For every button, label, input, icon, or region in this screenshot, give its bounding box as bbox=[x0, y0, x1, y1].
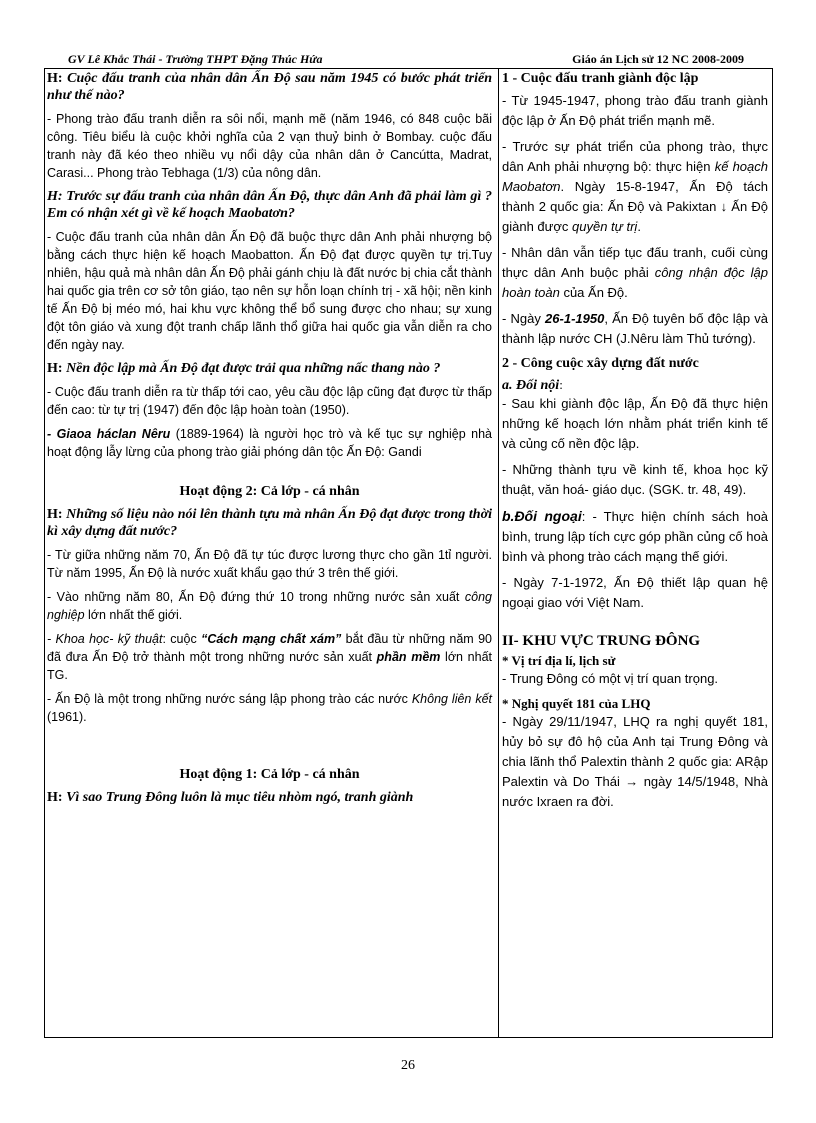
achievement-2: - Vào những năm 80, Ấn Độ đứng thứ 10 trong những nước sản xuất công nghiệp lớn nhất thế giới. bbox=[47, 590, 492, 622]
right-item-4: - Ngày 26-1-1950, Ấn Độ tuyên bố độc lập và thành lập nước CH (J.Nêru làm Thủ tướng). bbox=[502, 311, 769, 346]
right-item-1: - Từ 1945-1947, phong trào đấu tranh giành độc lập ở Ấn Độ phát triển mạnh mẽ. bbox=[502, 93, 768, 128]
right-item-2: - Trước sự phát triển của phong trào, thực dân Anh phải nhượng bộ: thực hiện kế hoạch Maobatơn. Ngày 15-8-1947, Ấn Độ tách thành 2 quốc gia: Ấn Độ và Pakixtan ↓ Ấn Độ giành được quyền tự trị. bbox=[502, 139, 769, 234]
section-II-heading: II- KHU VỰC TRUNG ĐÔNG bbox=[502, 633, 701, 649]
achievement-3: - Khoa học- kỹ thuật: cuộc “Cách mạng chất xám” bắt đầu từ những năm 90 đã đưa Ấn Độ trở thành một trong những nước sản xuất phần mềm lớn nhất TG. bbox=[47, 632, 492, 682]
section-2-heading: 2 - Công cuộc xây dựng đất nước bbox=[502, 356, 699, 371]
subsection-a-heading: a. Đối nội: bbox=[502, 377, 563, 393]
column-divider bbox=[498, 68, 499, 1038]
achievement-1: - Từ giữa những năm 70, Ấn Độ đã tự túc được lương thực cho gần 1tỉ người. Từ năm 1995, Ấn Độ là nước xuất khẩu gạo thứ 3 trên thế giới. bbox=[47, 548, 492, 580]
down-arrow-icon: ↓ bbox=[720, 199, 728, 214]
answer-1: - Phong trào đấu tranh diễn ra sôi nổi, mạnh mẽ (năm 1946, có 848 cuộc bãi công. Tiêu biểu là cuộc khởi nghĩa của 2 vạn thuỷ binh ở Bombay. cuộc đấu tranh này đã kéo theo nhiều vụ nổi dậy của nhân dân ở Cancútta, Madrat, Carasi... Phong trào Tebhaga (1/3) của nông dân. bbox=[47, 112, 492, 180]
header-course: Giáo án Lịch sử 12 NC 2008-2009 bbox=[572, 52, 744, 66]
resolution-heading: * Nghị quyết 181 của LHQ bbox=[502, 696, 651, 711]
right-item-7: b.Đối ngoại: - Thực hiện chính sách hoà bình, trung lập tích cực góp phần củng cố hoà bình và phong trào cách mạng thế giới. bbox=[502, 508, 768, 564]
section-1-heading: 1 - Cuộc đấu tranh giành độc lập bbox=[502, 71, 699, 86]
question-1: H: Cuộc đấu tranh của nhân dân Ấn Độ sau năm 1945 có bước phát triển như thế nào? bbox=[47, 71, 492, 103]
achievement-4: - Ấn Độ là một trong những nước sáng lập phong trào các nước Không liên kết (1961). bbox=[47, 692, 492, 724]
right-arrow-icon: → bbox=[625, 774, 639, 789]
right-item-5: - Sau khi giành độc lập, Ấn Độ đã thực hiện những kế hoạch lớn nhằm phát triển kinh tế và củng cố nền độc lập. bbox=[502, 396, 768, 451]
answer-3: - Cuộc đấu tranh diễn ra từ thấp tới cao, yêu cầu độc lập cũng đạt được từ thấp đến cao: từ tự trị (1947) đến độc lập hoàn toàn (1950). bbox=[47, 385, 492, 417]
page-header bbox=[68, 52, 744, 68]
location-heading: * Vị trí địa lí, lịch sử bbox=[502, 653, 616, 668]
question-3: H: Nền độc lập mà Ấn Độ đạt được trải qua những nấc thang nào ? bbox=[47, 361, 441, 376]
question-5: H: Vì sao Trung Đông luôn là mục tiêu nhòm ngó, tranh giành bbox=[47, 790, 414, 805]
right-item-10: - Ngày 29/11/1947, LHQ ra nghị quyết 181, hủy bỏ sự đô hộ của Anh tại Trung Đông và chia lãnh thổ Palextin thành 2 quốc gia: ARập Palextin và Do Thái → ngày 14/5/1948, Nhà nước Ixraen ra đời. bbox=[502, 714, 768, 809]
activity-1-heading: Hoạt động 1: Cả lớp - cá nhân bbox=[179, 767, 360, 782]
activity-2-heading: Hoạt động 2: Cả lớp - cá nhân bbox=[179, 484, 360, 499]
left-column bbox=[47, 70, 492, 812]
header-author: GV Lê Khắc Thái - Trường THPT Đặng Thúc Hứa bbox=[68, 52, 323, 66]
right-item-9: - Trung Đông có một vị trí quan trọng. bbox=[502, 671, 719, 686]
question-2: H: Trước sự đấu tranh của nhân dân Ấn Độ, thực dân Anh đã phải làm gì ? Em có nhận xét gì về kế hoạch Maobatơn? bbox=[47, 189, 492, 221]
right-item-6: - Những thành tựu về kinh tế, khoa học kỹ thuật, văn hoá- giáo dục. (SGK. tr. 48, 49). bbox=[502, 462, 768, 497]
question-4: H: Những số liệu nào nói lên thành tựu mà nhân Ấn Độ đạt được trong thời kì xây dựng đất nước? bbox=[47, 507, 492, 539]
page-number: 26 bbox=[401, 1058, 415, 1073]
answer-4: - Giaoa háclan Nêru (1889-1964) là người học trò và kế tục sự nghiệp nhà hoạt động lẫy lừng của phong trào giải phóng dân tộc Ấn Độ: Gandi bbox=[47, 427, 492, 459]
right-item-3: - Nhân dân vẫn tiếp tục đấu tranh, cuối cùng thực dân Anh buộc phải công nhận độc lập hoàn toàn của Ấn Độ. bbox=[502, 245, 768, 300]
right-item-8: - Ngày 7-1-1972, Ấn Độ thiết lập quan hệ ngoại giao với Việt Nam. bbox=[502, 575, 768, 610]
right-column bbox=[502, 70, 768, 818]
answer-2: - Cuộc đấu tranh của nhân dân Ấn Độ đã buộc thực dân Anh phải nhượng bộ bằng cách thực hiện kế hoạch Maobatton. Ấn Độ đạt được quyền tự trị.Tuy nhiên, hậu quả mà nhân dân Ấn Độ phải gánh chịu là đất nước bị chia cắt thành hai quốc gia trên cơ sở tôn giáo, tạo nên sự hỗn loạn chính trị - xã hội; nền kinh tế Ấn Độ bị méo mó, hai khu vực không thể bổ sung được cho nhau; sự xung đột tôn giáo và xung đột tranh chấp lãnh thổ giữa hai quốc gia vẫn diễn ra cho đến ngày nay. bbox=[47, 230, 492, 352]
